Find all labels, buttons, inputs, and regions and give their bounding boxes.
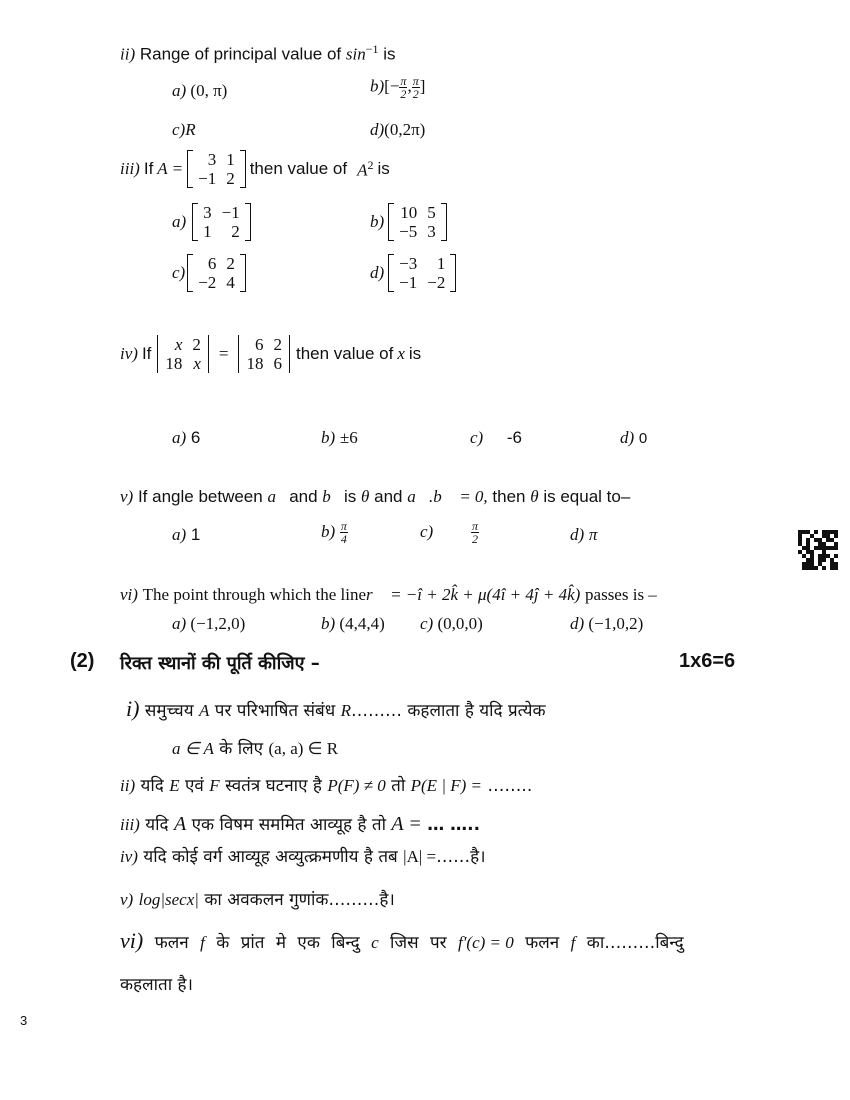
item-text: तो: [391, 776, 406, 796]
determinant-left: [155, 335, 211, 373]
option-label: b): [370, 212, 385, 231]
option-label: a): [172, 428, 187, 447]
fill-item-vi: [120, 928, 684, 954]
question-text: and: [289, 487, 318, 506]
question-text: The point through which the line: [142, 585, 366, 604]
fill-item-ii: [120, 773, 532, 796]
question-text: then value of: [249, 159, 348, 178]
item-text: का अवकलन गुणांक………है।: [204, 890, 395, 910]
matrix-a: [187, 150, 246, 188]
item-text: यदि: [140, 776, 164, 796]
question-text-end: is: [408, 344, 422, 363]
math-expr: |A| =: [403, 847, 437, 866]
question-v: [120, 487, 630, 507]
option-value: -6: [506, 428, 522, 447]
fraction-num: π: [340, 519, 347, 533]
qr-code-icon: [798, 530, 838, 570]
option-label: a): [172, 614, 187, 633]
matrix-cell: −2: [198, 273, 217, 292]
item-text: स्वतंत्र घटनाए है: [225, 776, 322, 796]
option-value: R: [185, 120, 196, 139]
question-text: If: [141, 344, 152, 363]
item-text: जिस पर: [390, 933, 447, 953]
fill-item-vi-line2: कहलाता है।: [120, 975, 193, 995]
option-label: d): [370, 120, 385, 139]
vector-a: a⃗: [267, 487, 290, 506]
question-number: v): [120, 487, 134, 506]
matrix-cell: −1: [221, 203, 240, 222]
fraction-den: 2: [472, 532, 479, 546]
option-label: d): [620, 428, 635, 447]
item-text: के लिए: [219, 739, 264, 759]
math-expr: log|secx|: [138, 890, 199, 909]
equals-sign: =: [218, 344, 229, 363]
option-label: d): [370, 263, 385, 282]
option-c: [420, 614, 483, 634]
option-value: (0,0,0): [437, 614, 483, 633]
math-var: A: [357, 160, 368, 180]
item-number: iii): [120, 815, 140, 834]
det-cell: 6: [254, 335, 264, 354]
option-a: [172, 428, 200, 448]
math-expr: a ∈ A: [172, 739, 214, 758]
det-cell: 18: [165, 354, 183, 373]
matrix-cell: 2: [226, 169, 235, 188]
option-b: [321, 428, 358, 448]
question-text-end: is: [383, 44, 396, 64]
fill-item-i-line2: [172, 736, 338, 759]
option-a: [172, 81, 227, 101]
matrix-cell: −5: [399, 222, 418, 241]
item-text: का………बिन्दु: [586, 933, 684, 953]
option-label: a): [172, 212, 187, 231]
item-text: ……है।: [436, 847, 486, 867]
matrix-cell: 6: [207, 254, 217, 273]
line-equation: r⃗ = −î + 2k̂ + μ(4î + 4ĵ + 4k̂): [366, 585, 581, 604]
question-text: If angle between: [137, 487, 263, 506]
item-number: v): [120, 890, 134, 909]
matrix-cell: 5: [427, 203, 436, 222]
question-vi: [120, 585, 657, 605]
matrix-cell: 3: [427, 222, 436, 241]
fraction-den: 4: [340, 532, 347, 546]
matrix-cell: −1: [399, 273, 418, 292]
question-text: Range of principal value of: [139, 44, 342, 64]
matrix-cell: −1: [198, 169, 217, 188]
option-value: 1: [190, 525, 201, 544]
math-var: E: [169, 776, 180, 795]
fraction-den: 2: [400, 87, 407, 101]
page-number: 3: [20, 1013, 28, 1028]
math-var: f: [570, 933, 576, 952]
math-var: θ: [530, 487, 539, 506]
item-text: यदि: [145, 815, 169, 835]
option-value: (0, π): [190, 81, 228, 100]
option-value: 6: [190, 428, 201, 447]
math-expr: P(E | F) =: [410, 776, 483, 795]
option-value: ]: [419, 76, 426, 96]
blank: … …..: [427, 815, 481, 835]
option-a: [172, 525, 200, 545]
math-exp: 2: [367, 157, 374, 172]
item-number: vi): [120, 928, 144, 953]
math-var: A: [199, 701, 210, 720]
option-c: [172, 254, 246, 292]
option-label: c): [172, 263, 186, 282]
question-text: If: [143, 159, 154, 178]
matrix-cell: −2: [427, 273, 446, 292]
section-marks: 1x6=6: [679, 650, 736, 672]
det-cell: 2: [192, 335, 201, 354]
option-value: (−1,0,2): [588, 614, 644, 633]
question-text: is: [344, 487, 357, 506]
option-label: c): [420, 521, 434, 541]
option-value: (−1,2,0): [190, 614, 246, 633]
math-var: θ: [361, 487, 370, 506]
question-number: ii): [120, 44, 136, 64]
option-label: a): [172, 81, 187, 100]
fill-item-v: [120, 887, 395, 910]
fill-item-iii: [120, 812, 480, 836]
fill-item-iv: [120, 844, 486, 867]
fraction-num: π: [400, 74, 407, 88]
math-expr: f′(c) = 0: [457, 933, 514, 952]
option-b: [321, 520, 348, 545]
option-label: d): [570, 525, 585, 544]
option-d: [620, 428, 647, 448]
fraction-den: 2: [412, 87, 419, 101]
determinant-right: [236, 335, 292, 373]
vector-b: b⃗: [322, 487, 345, 506]
item-number: i): [126, 696, 140, 721]
option-label: a): [172, 525, 187, 544]
blank: ……..: [487, 776, 533, 796]
matrix-cell: 2: [226, 254, 235, 273]
question-iv: [120, 335, 421, 373]
math-expr: P(F) ≠ 0: [327, 776, 386, 795]
det-cell: x: [174, 335, 183, 354]
item-text: पर परिभाषित संबंध: [214, 701, 336, 721]
question-text-end: is equal to–: [543, 487, 631, 506]
option-b: [370, 75, 425, 100]
option-value: [−: [384, 76, 400, 96]
question-text-end: passes is –: [585, 585, 657, 604]
item-text: एवं: [185, 776, 204, 796]
option-value: 0: [638, 430, 648, 447]
math-var: A: [173, 813, 187, 835]
det-cell: 18: [246, 354, 264, 373]
math-var: A =: [157, 159, 184, 178]
det-cell: 2: [273, 335, 282, 354]
matrix-cell: 3: [207, 150, 217, 169]
option-b: [321, 614, 385, 634]
section-number: (2): [70, 650, 95, 672]
item-text: के प्रांत मे एक बिन्दु: [216, 933, 360, 953]
option-label: c): [420, 614, 434, 633]
option-label: b): [321, 614, 336, 633]
item-number: iv): [120, 847, 138, 866]
matrix-cell: 1: [226, 150, 235, 169]
matrix-cell: 10: [400, 203, 418, 222]
question-text: then: [492, 487, 526, 506]
option-d: [370, 120, 425, 140]
option-value: ±6: [339, 428, 358, 447]
question-text: then value of: [295, 344, 394, 363]
dot-product: a⃗.b⃗ = 0,: [407, 487, 488, 506]
math-var: F: [209, 776, 220, 795]
question-ii: [120, 42, 396, 65]
math-fn: sin: [345, 44, 366, 64]
item-text: यदि कोई वर्ग आव्यूह अव्युत्क्रमणीय है तब: [143, 847, 398, 867]
question-number: vi): [120, 585, 138, 604]
option-value: π: [588, 525, 598, 544]
fraction-num: π: [472, 519, 479, 533]
option-label: d): [570, 614, 585, 633]
option-value: ,: [407, 76, 412, 96]
question-text: and: [374, 487, 403, 506]
matrix-option-a: [192, 203, 251, 241]
det-cell: 6: [273, 354, 282, 373]
det-cell: x: [193, 354, 201, 373]
option-a: [172, 203, 251, 241]
option-label: b): [321, 521, 336, 541]
matrix-option-c: [187, 254, 246, 292]
option-label: b): [321, 428, 336, 447]
option-a: [172, 614, 245, 634]
matrix-option-d: [388, 254, 456, 292]
math-var: x: [397, 344, 405, 363]
item-text: फलन: [154, 933, 189, 953]
matrix-cell: 3: [203, 203, 212, 222]
option-value: (0,2π): [384, 120, 426, 139]
matrix-option-b: [388, 203, 447, 241]
matrix-cell: 4: [226, 273, 235, 292]
matrix-cell: 1: [436, 254, 446, 273]
matrix-cell: 2: [231, 222, 240, 241]
item-text: फलन: [525, 933, 560, 953]
question-number: iv): [120, 344, 138, 363]
option-label: b): [370, 76, 385, 96]
option-b: [370, 203, 447, 241]
question-iii: [120, 150, 390, 188]
option-d: [370, 254, 456, 292]
math-expr: A =: [391, 813, 422, 835]
item-text: ……… कहलाता है यदि प्रत्येक: [350, 701, 546, 721]
item-text: एक विषम सममित आव्यूह है तो: [191, 815, 387, 835]
matrix-cell: 1: [203, 222, 212, 241]
math-var: R: [340, 701, 351, 720]
option-d: [570, 614, 643, 634]
option-label: c): [172, 120, 186, 139]
math-var: f: [200, 933, 205, 952]
fraction-num: π: [412, 74, 419, 88]
item-number: ii): [120, 776, 136, 795]
fill-item-i: [126, 696, 546, 722]
math-exp: −1: [365, 42, 379, 56]
question-text-end: is: [377, 159, 390, 178]
matrix-cell: −3: [399, 254, 418, 273]
question-number: iii): [120, 159, 140, 178]
math-expr: (a, a) ∈ R: [268, 739, 339, 758]
option-d: [570, 525, 597, 545]
option-c: [172, 120, 196, 140]
math-var: c: [371, 933, 379, 952]
option-c: [420, 520, 479, 545]
option-label: c): [470, 428, 484, 447]
option-c: [470, 428, 522, 448]
item-text: समुच्चय: [144, 701, 194, 721]
section-title: रिक्त स्थानों की पूर्ति कीजिए –: [120, 653, 320, 674]
option-value: (4,4,4): [339, 614, 385, 633]
